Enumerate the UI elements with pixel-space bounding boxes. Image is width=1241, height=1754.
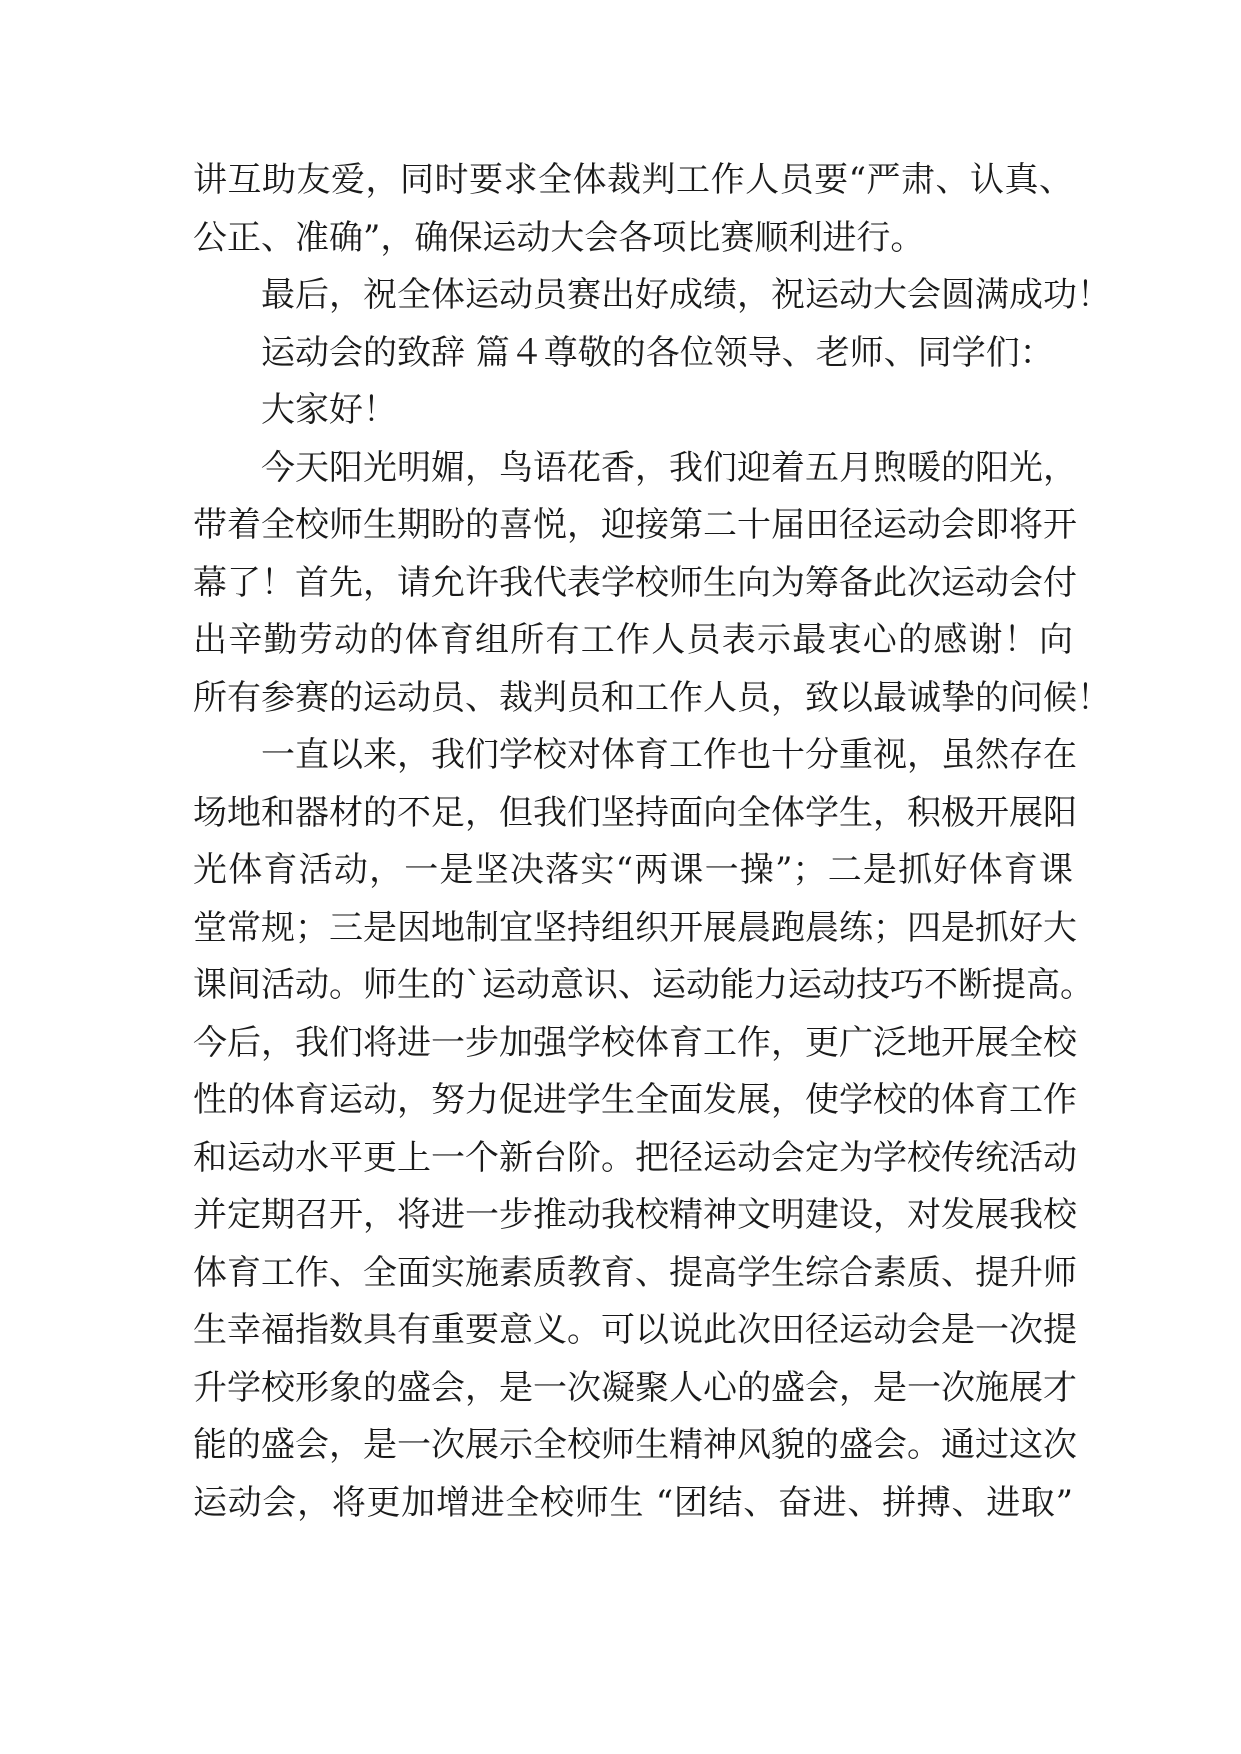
text-line: 场地和器材的不足，但我们坚持面向全体学生，积极开展阳: [193, 792, 1077, 833]
body-text: [193, 152, 1111, 1532]
text-line: 最后，祝全体运动员赛出好成绩，祝运动大会圆满成功！: [261, 275, 1111, 315]
text-line: 光体育活动，一是坚决落实“两课一操”；二是抓好体育课: [193, 850, 1073, 890]
text-line: 和运动水平更上一个新台阶。把径运动会定为学校传统活动: [193, 1137, 1077, 1178]
text-line: 升学校形象的盛会，是一次凝聚人心的盛会，是一次施展才: [193, 1367, 1077, 1408]
text-line: 今天阳光明媚，鸟语花香，我们迎着五月煦暖的阳光，: [261, 447, 1077, 488]
text-line: 出辛勤劳动的体育组所有工作人员表示最衷心的感谢！向: [193, 620, 1073, 660]
text-line: 性的体育运动，努力促进学生全面发展，使学校的体育工作: [193, 1080, 1077, 1120]
text-line: 课间活动。师生的`运动意识、运动能力运动技巧不断提高。: [193, 965, 1094, 1005]
greeting-line: 大家好！: [261, 390, 397, 430]
text-line: 并定期召开，将进一步推动我校精神文明建设，对发展我校: [193, 1195, 1077, 1235]
text-line: 所有参赛的运动员、裁判员和工作人员，致以最诚挚的问候！: [193, 677, 1111, 718]
text-line: 公正、准确”，确保运动大会各项比赛顺利进行。: [193, 217, 925, 258]
text-line: 幕了！首先，请允许我代表学校师生向为筹备此次运动会付: [193, 562, 1077, 603]
text-line: 一直以来，我们学校对体育工作也十分重视，虽然存在: [261, 735, 1077, 775]
text-line: 今后，我们将进一步加强学校体育工作，更广泛地开展全校: [193, 1022, 1077, 1063]
text-line: 带着全校师生期盼的喜悦，迎接第二十届田径运动会即将开: [193, 505, 1077, 545]
text-line: 能的盛会，是一次展示全校师生精神风貌的盛会。通过这次: [193, 1425, 1077, 1465]
text-line: 运动会，将更加增进全校师生 “团结、奋进、拼搏、进取”: [193, 1482, 1073, 1523]
section-heading-line: 运动会的致辞 篇４尊敬的各位领导、老师、同学们：: [261, 332, 1054, 373]
text-line: 堂常规；三是因地制宜坚持组织开展晨跑晨练；四是抓好大: [193, 907, 1077, 948]
text-line: 讲互助友爱，同时要求全体裁判工作人员要“严肃、认真、: [193, 160, 1073, 200]
text-line: 体育工作、全面实施素质教育、提高学生综合素质、提升师: [193, 1252, 1077, 1293]
text-line: 生幸福指数具有重要意义。可以说此次田径运动会是一次提: [193, 1310, 1077, 1350]
